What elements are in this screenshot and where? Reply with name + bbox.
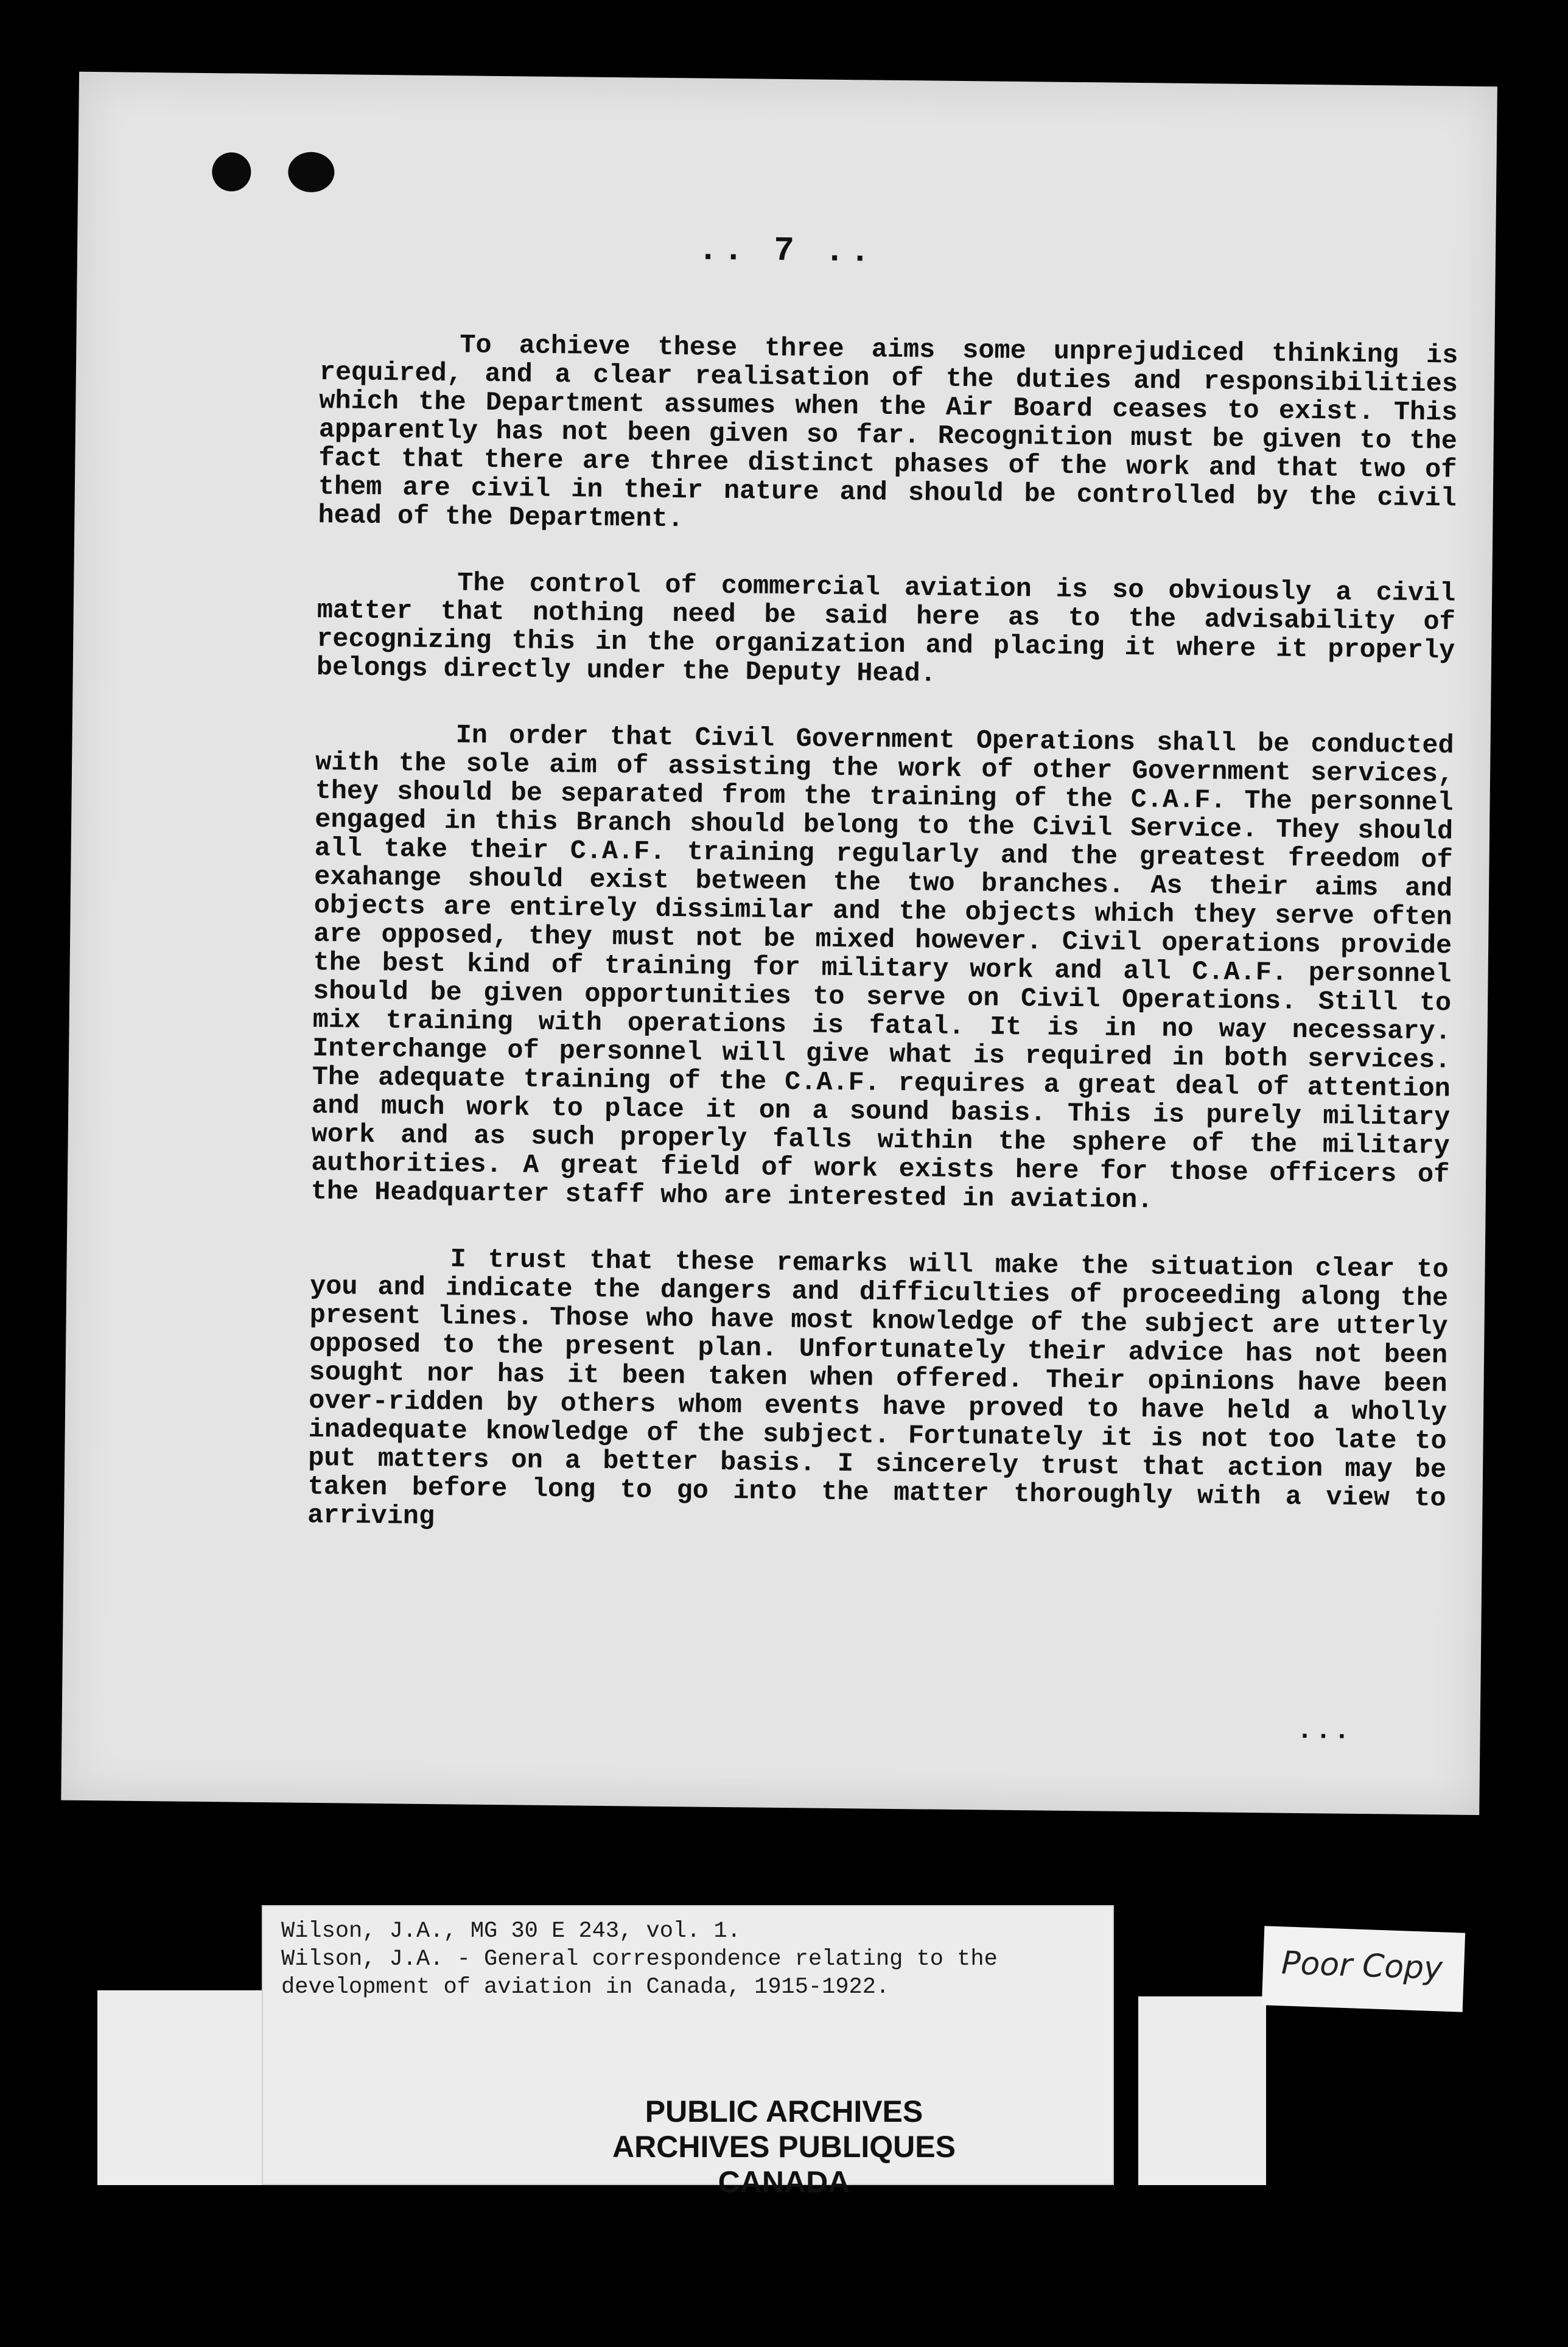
label-line-3: development of aviation in Canada, 1915-1922. <box>281 1974 890 2000</box>
punch-hole-left <box>212 152 251 192</box>
archives-heading <box>0 2094 1568 2200</box>
paragraph-2: The control of commercial aviation is so obviously a civil matter that nothing need be said here as to the advisability of recognizing this in the organization and placing it where it properly belongs directly under the Deputy Head. <box>316 568 1456 690</box>
document-page <box>61 72 1497 1815</box>
archive-reference <box>281 1917 998 2001</box>
paragraph-1: To achieve these three aims some unprejudiced thinking is required, and a clear realisation of the duties and responsibilities which the Department assumes when the Air Board ceases to exist. This apparently has not been given so far. Recognition must be given to the fact that there are three distinct phases of the work and that two of them are civil in their nature and should be controlled by the civil head of the Department. <box>318 331 1458 535</box>
poor-copy-note <box>1262 1926 1465 2012</box>
archives-french: ARCHIVES PUBLIQUES <box>612 2130 956 2164</box>
punch-hole-right <box>288 152 335 192</box>
page-number: .. 7 .. <box>698 230 875 271</box>
paragraph-4: I trust that these remarks will make the situation clear to you and indicate the dangers and difficulties of proceeding along the present lines. Those who have most knowledge of the subject are utterly opposed to the present plan. Unfortunately their advice has not been sought nor has it been taken when offered. Their opinions have been over-ridden by others whom events have proved to have held a wholly inadequate knowledge of the subject. Fortunately it is not too late to put matters on a better basis. I sincerely trust that action may be taken before long to go into the matter thoroughly with a view to arriving <box>307 1245 1449 1533</box>
poor-copy-text: Poor Copy <box>1281 1945 1443 1987</box>
archives-english: PUBLIC ARCHIVES <box>645 2094 923 2128</box>
label-line-2: Wilson, J.A. - General correspondence relating to the <box>281 1947 998 1972</box>
continuation-marker: ... <box>1297 1715 1353 1747</box>
paragraph-3: In order that Civil Government Operations shall be conducted with the sole aim of assisting the work of other Government services, they should be separated from the training of the C.A.F. The personnel engaged in this Branch should belong to the Civil Service. They should all take their C.A.F. training regularly and the greatest freedom of exahange should exist between the two branches. As their aims and objects are entirely dissimilar and the objects which they serve often are opposed, they must not be mixed however. Civil operations provide the best kind of training for military work and all C.A.F. personnel should be given opportunities to serve on Civil Operations. Still to mix training with operations is fatal. It is in no way necessary. Interchange of personnel will give what is required in both services. The adequate training of the C.A.F. requires a great deal of attention and much work to place it on a sound basis. This is purely military work and as such properly falls within the sphere of the military authorities. A great field of work exists here for those officers of the Headquarter staff who are interested in aviation. <box>310 721 1454 1216</box>
letter-body <box>307 330 1458 1579</box>
archives-country: CANADA <box>718 2165 850 2199</box>
label-line-1: Wilson, J.A., MG 30 E 243, vol. 1. <box>281 1919 741 1944</box>
